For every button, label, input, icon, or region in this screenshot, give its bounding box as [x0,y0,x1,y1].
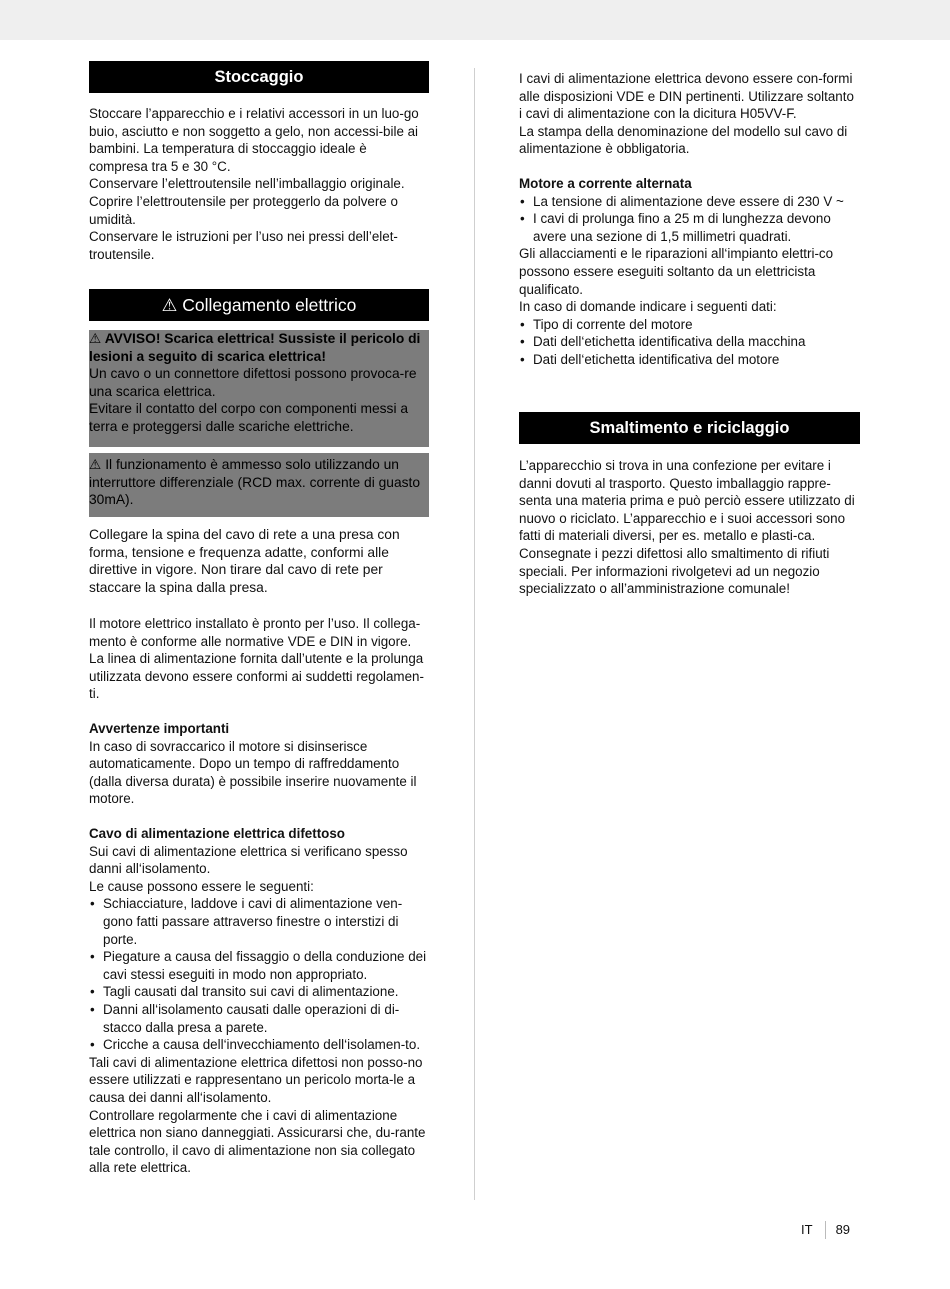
disposal-paragraph: Consegnate i pezzi difettosi allo smaltimento di rifiuti speciali. Per informazioni rivolgetevi ad un negozio specializzato o all’amministrazione comunale! [519,545,830,597]
cable-rule-text: I cavi di alimentazione elettrica devono essere con-formi alle disposizioni VDE e DIN pertinenti. Utilizzare soltanto i cavi di alimentazione con la dicitura H05VV-F. [519,71,854,122]
cable-outro-line: Tali cavi di alimentazione elettrica difettosi non posso-no essere utilizzati e rappresentano un pericolo morta-le a causa dei danni all‘isolamento. [89,1054,423,1105]
disposal-paragraph: L’apparecchio si trova in una confezione per evitare i danni dovuti al trasporto. Questo imballaggio rappre-senta una materia prima e può perciò essere utilizzato di nuovo o riciclato. L’apparecchio e i suoi accessori sono fatti di materiali diversi, per es. metallo e plasti-ca. [519,458,855,544]
disposal-text [519,457,860,598]
warning-line: Evitare il contatto del corpo con componenti messi a terra e proteggersi dalle scariche elettriche. [89,401,409,434]
storage-text [89,105,429,263]
warning-icon: ⚠ [161,295,178,315]
storage-heading: Stoccaggio [89,61,429,93]
rcd-warning-text-content: Il funzionamento è ammesso solo utilizzando un interruttore differenziale (RCD max. corrente di guasto 30mA). [89,457,421,508]
warning-heading-text: AVVISO! Scarica elettrica! Sussiste il pericolo di lesioni a seguito di scarica elettrica! [89,331,421,364]
defective-cable-heading: Cavo di alimentazione elettrica difettoso [89,826,345,841]
storage-paragraph: Conservare le istruzioni per l’uso nei pressi dell’elet-troutensile. [89,229,398,262]
list-item: • Cricche a causa dell‘invecchiamento dell‘isolamen-to. [89,1036,429,1054]
cable-rules [519,70,860,158]
warning-line: Un cavo o un connettore difettosi possono provoca-re una scarica elettrica. [89,366,417,399]
ac-motor-list [519,193,860,246]
column-divider [474,68,475,1200]
rcd-warning-text [89,456,429,509]
storage-paragraph: Coprire l’elettroutensile per proteggerlo da polvere o umidità. [89,193,398,227]
plug-paragraph-text: Collegare la spina del cavo di rete a una presa con forma, tensione e frequenza adatte, conformi alle direttive in vigore. Non tirare dal cavo di rete per staccare la spina dalla presa. [89,527,400,595]
list-item: • Danni all‘isolamento causati dalle operazioni di di-stacco dalla presa a parete. [89,1001,429,1036]
electrical-heading [89,289,429,321]
motor-paragraph-text: Il motore elettrico installato è pronto per l’uso. Il collega-mento è conforme alle normative VDE e DIN in vigore. La linea di alimentazione fornita dall’utente e la prolunga utilizzata devono essere conformi ai suddetti regolamen-ti. [89,616,424,702]
storage-paragraph: Conservare l’elettroutensile nell’imballaggio originale. [89,176,405,192]
important-notes [89,720,429,808]
rcd-warning-box [89,453,429,517]
electric-shock-warning-box [89,330,429,447]
top-band [0,0,950,40]
important-notes-text: In caso di sovraccarico il motore si disinserisce automaticamente. Dopo un tempo di raffreddamento (dalla diversa durata) è possibile inserire nuovamente il motore. [89,738,417,807]
storage-paragraph: Stoccare l’apparecchio e i relativi accessori in un luo-go buio, asciutto e non soggetto a gelo, non accessi-bile ai bambini. La temperatura di stoccaggio ideale è compresa tra 5 e 30 °C. [89,106,419,174]
cable-intro-line: Sui cavi di alimentazione elettrica si verificano spesso danni all‘isolamento. [89,843,408,877]
cable-causes-list [89,895,429,1053]
ac-after-line: Gli allacciamenti e le riparazioni all‘impianto elettri-co possono essere eseguiti soltanto da un elettricista qualificato. [519,246,834,297]
list-item: • Tipo di corrente del motore [519,316,860,334]
language-code: IT [801,1222,813,1237]
required-data-list [519,316,860,369]
plug-paragraph [89,526,429,596]
warning-heading [89,330,429,365]
cable-outro-line: Controllare regolarmente che i cavi di alimentazione elettrica non siano danneggiati. Assicurarsi che, du-rante tale controllo, il cavo di alimentazione non sia collegato alla rete elettrica. [89,1107,426,1176]
list-item: • Dati dell‘etichetta identificativa della macchina [519,333,860,351]
warning-icon: ⚠ [89,457,102,472]
defective-cable-section [89,825,429,1177]
list-item: • Piegature a causa del fissaggio o della conduzione dei cavi stessi eseguiti in modo non appropriato. [89,948,429,983]
ac-after-line: In caso di domande indicare i seguenti dati: [519,299,777,315]
warning-icon: ⚠ [89,331,102,346]
page-footer [801,1221,850,1239]
motor-paragraph [89,615,429,703]
list-item: • Dati dell‘etichetta identificativa del motore [519,351,860,369]
cable-intro-line: Le cause possono essere le seguenti: [89,878,314,894]
ac-motor-section [519,175,860,369]
cable-rule-text: La stampa della denominazione del modello sul cavo di alimentazione è obbligatoria. [519,123,848,157]
list-item: • Tagli causati dal transito sui cavi di alimentazione. [89,983,429,1001]
page-number: 89 [835,1222,851,1237]
electrical-heading-text: Collegamento elettrico [182,295,357,315]
important-notes-heading: Avvertenze importanti [89,721,230,736]
list-item: • I cavi di prolunga fino a 25 m di lunghezza devono avere una sezione di 1,5 millimetri quadrati. [519,210,860,245]
list-item: • Schiacciature, laddove i cavi di alimentazione ven-gono fatti passare attraverso finestre o interstizi di porte. [89,895,429,948]
ac-motor-heading: Motore a corrente alternata [519,176,692,191]
list-item: • La tensione di alimentazione deve essere di 230 V ~ [519,193,860,211]
footer-separator [825,1221,826,1239]
disposal-heading: Smaltimento e riciclaggio [519,412,860,444]
